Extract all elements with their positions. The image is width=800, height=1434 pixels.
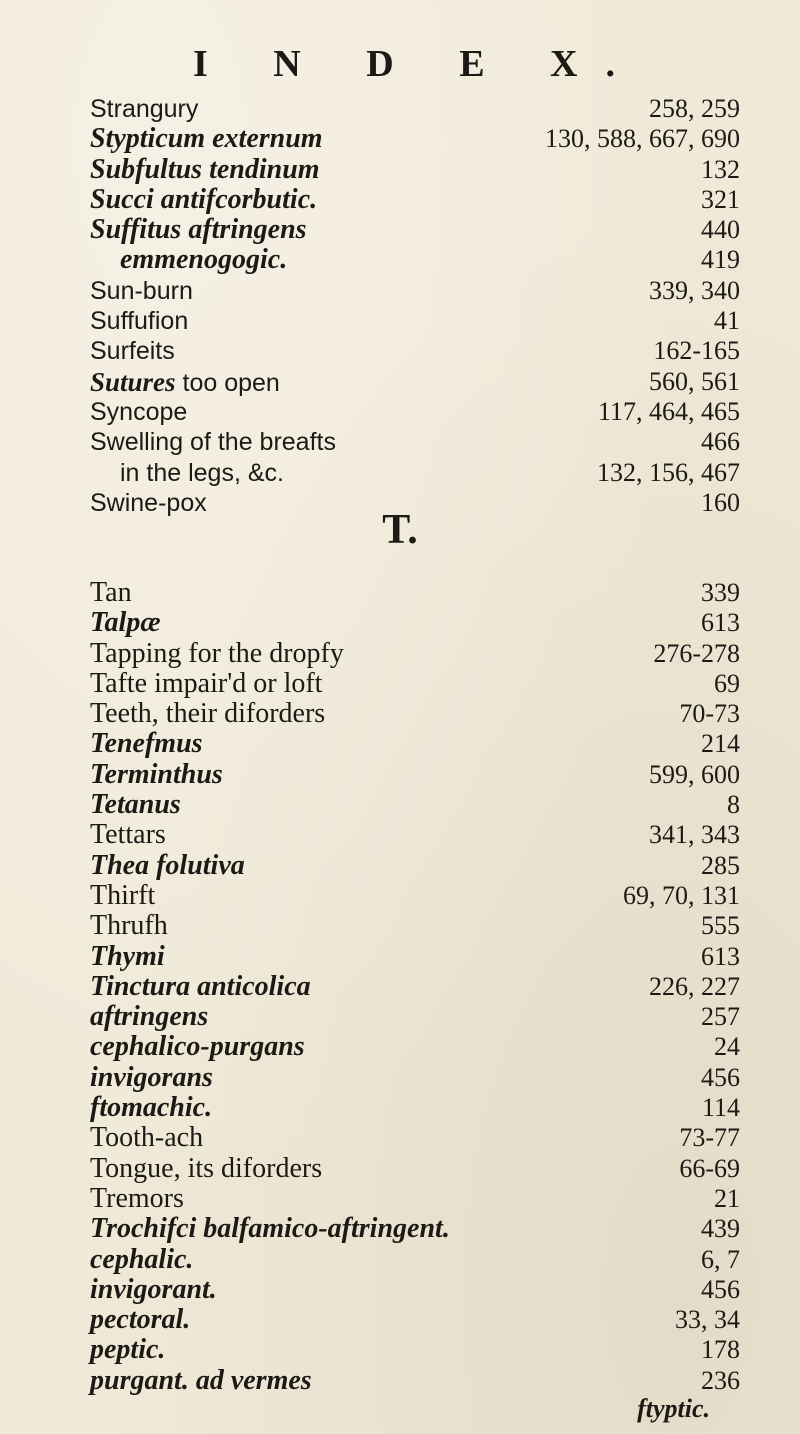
page-reference: 178 — [701, 1335, 740, 1365]
page-reference: 339 — [701, 578, 740, 607]
index-entry — [0, 1214, 800, 1244]
index-term: Succi antifcorbutic. — [90, 183, 318, 215]
index-entry — [0, 1002, 800, 1032]
index-term: Tapping for the dropfy — [90, 637, 344, 669]
index-entry — [0, 1154, 800, 1184]
index-entry — [0, 881, 800, 911]
index-entry — [0, 215, 800, 245]
index-entry — [0, 911, 800, 941]
index-term: pectoral. — [90, 1304, 191, 1336]
page-reference: 440 — [701, 215, 740, 245]
index-entry — [0, 578, 800, 608]
index-entry — [0, 276, 800, 306]
page-reference: 466 — [701, 427, 740, 457]
index-term: Strangury — [90, 95, 199, 123]
index-entry — [0, 790, 800, 820]
index-entry — [0, 1335, 800, 1365]
index-term: Thea folutiva — [90, 849, 245, 881]
index-entry — [0, 699, 800, 729]
index-entry — [0, 942, 800, 972]
index-term: ftomachic. — [90, 1092, 213, 1124]
index-entry — [0, 760, 800, 790]
index-term: Syncope — [90, 397, 188, 426]
index-term: Tettars — [90, 819, 166, 851]
page-reference: 21 — [714, 1183, 740, 1213]
index-term: Swelling of the breafts — [90, 428, 336, 457]
page-reference: 258, 259 — [649, 94, 740, 123]
index-entry — [0, 336, 800, 366]
index-term: cephalico-purgans — [90, 1031, 305, 1063]
index-entry — [0, 1184, 800, 1214]
page-reference: 214 — [701, 729, 740, 759]
page-reference: 613 — [701, 608, 740, 638]
page-reference: 8 — [727, 790, 740, 820]
index-term: in the legs, &c. — [120, 458, 284, 487]
catchword: ftyptic. — [637, 1394, 710, 1423]
index-entry — [0, 458, 800, 488]
page-reference: 226, 227 — [649, 971, 740, 1001]
index-entry — [0, 367, 800, 397]
page-reference: 276-278 — [653, 638, 740, 668]
page-reference: 236 — [701, 1365, 740, 1395]
page-reference: 69 — [714, 668, 740, 698]
index-term: Thirft — [90, 879, 156, 911]
index-entry — [0, 1093, 800, 1123]
page-reference: 456 — [701, 1062, 740, 1092]
index-term: Stypticum externum — [90, 123, 323, 155]
index-term: Swine-pox — [90, 488, 207, 517]
index-term-rest: too open — [175, 368, 280, 397]
index-term: Tongue, its diforders — [90, 1152, 323, 1184]
index-entry — [0, 155, 800, 185]
page-reference: 160 — [701, 487, 740, 517]
index-term: Tinctura anticolica — [90, 970, 311, 1002]
index-entry — [0, 1063, 800, 1093]
index-entry — [0, 1245, 800, 1275]
index-entry — [0, 1366, 800, 1396]
page-reference: 257 — [701, 1002, 740, 1032]
page-reference: 285 — [701, 850, 740, 880]
index-term: Talpæ — [90, 607, 161, 639]
page-reference: 321 — [701, 184, 740, 214]
section-t-entries — [0, 578, 800, 1396]
page-reference: 599, 600 — [649, 759, 740, 789]
index-entry — [0, 1032, 800, 1062]
index-term: Tan — [90, 577, 132, 608]
page-header: I N D E X. — [193, 43, 643, 85]
index-term: Sun-burn — [90, 276, 193, 305]
page-reference: 117, 464, 465 — [597, 396, 740, 426]
section-letter-t: T. — [382, 507, 418, 553]
page-reference: 419 — [701, 245, 740, 275]
index-term: Thymi — [90, 940, 165, 972]
page-reference: 69, 70, 131 — [623, 880, 740, 910]
page-reference: 560, 561 — [649, 366, 740, 396]
index-term: invigorans — [90, 1061, 213, 1093]
page-reference: 73-77 — [679, 1123, 740, 1153]
page-reference: 132 — [701, 154, 740, 184]
index-entry — [0, 397, 800, 427]
index-term: Tremors — [90, 1182, 184, 1214]
index-term: Terminthus — [90, 758, 223, 790]
index-term: emmenogogic. — [120, 244, 288, 276]
page-reference: 114 — [701, 1093, 740, 1123]
page-reference: 456 — [701, 1274, 740, 1304]
index-term: Tooth-ach — [90, 1122, 204, 1154]
section-s-entries — [0, 94, 800, 518]
index-term: peptic. — [90, 1334, 166, 1366]
index-term: Teeth, their diforders — [90, 698, 326, 730]
index-term: purgant. ad vermes — [90, 1364, 312, 1396]
index-entry — [0, 1275, 800, 1305]
page-reference: 6, 7 — [701, 1244, 740, 1274]
page-reference: 41 — [714, 306, 740, 336]
index-term: cephalic. — [90, 1243, 194, 1275]
page-reference: 33, 34 — [675, 1305, 740, 1335]
index-term: Suffufion — [90, 307, 189, 336]
page-reference: 613 — [701, 941, 740, 971]
index-entry — [0, 639, 800, 669]
index-entry — [0, 1123, 800, 1153]
index-term: aftringens — [90, 1001, 209, 1033]
page-reference: 162-165 — [653, 336, 740, 366]
index-entry — [0, 729, 800, 759]
index-entry — [0, 94, 800, 124]
index-term-italic: Sutures — [90, 366, 176, 397]
page-reference: 70-73 — [679, 699, 740, 729]
index-entry — [0, 306, 800, 336]
page-reference: 130, 588, 667, 690 — [545, 124, 740, 154]
page-reference: 24 — [714, 1032, 740, 1062]
index-entry — [0, 245, 800, 275]
index-entry — [0, 669, 800, 699]
page-reference: 341, 343 — [649, 820, 740, 850]
index-term: invigorant. — [90, 1273, 217, 1305]
index-term: Tenefmus — [90, 728, 203, 760]
index-term: Tafte impair'd or loft — [90, 667, 323, 699]
index-entry — [0, 820, 800, 850]
page-reference: 339, 340 — [649, 275, 740, 305]
index-term: Subfultus tendinum — [90, 153, 320, 185]
index-entry — [0, 1305, 800, 1335]
index-entry — [0, 124, 800, 154]
index-term: Tetanus — [90, 789, 181, 821]
page-reference: 439 — [701, 1214, 740, 1244]
page-reference: 66-69 — [679, 1153, 740, 1183]
index-term: Surfeits — [90, 337, 175, 366]
index-term: Trochifci balfamico-aftringent. — [90, 1213, 450, 1245]
catchword-row — [0, 1394, 800, 1424]
index-term — [90, 367, 280, 398]
index-entry — [0, 851, 800, 881]
index-term: Thrufh — [90, 910, 168, 942]
page-reference: 132, 156, 467 — [597, 457, 740, 487]
index-entry — [0, 972, 800, 1002]
index-term: Suffitus aftringens — [90, 214, 307, 246]
index-entry — [0, 427, 800, 457]
index-entry — [0, 608, 800, 638]
page-reference: 555 — [701, 911, 740, 941]
index-entry — [0, 185, 800, 215]
